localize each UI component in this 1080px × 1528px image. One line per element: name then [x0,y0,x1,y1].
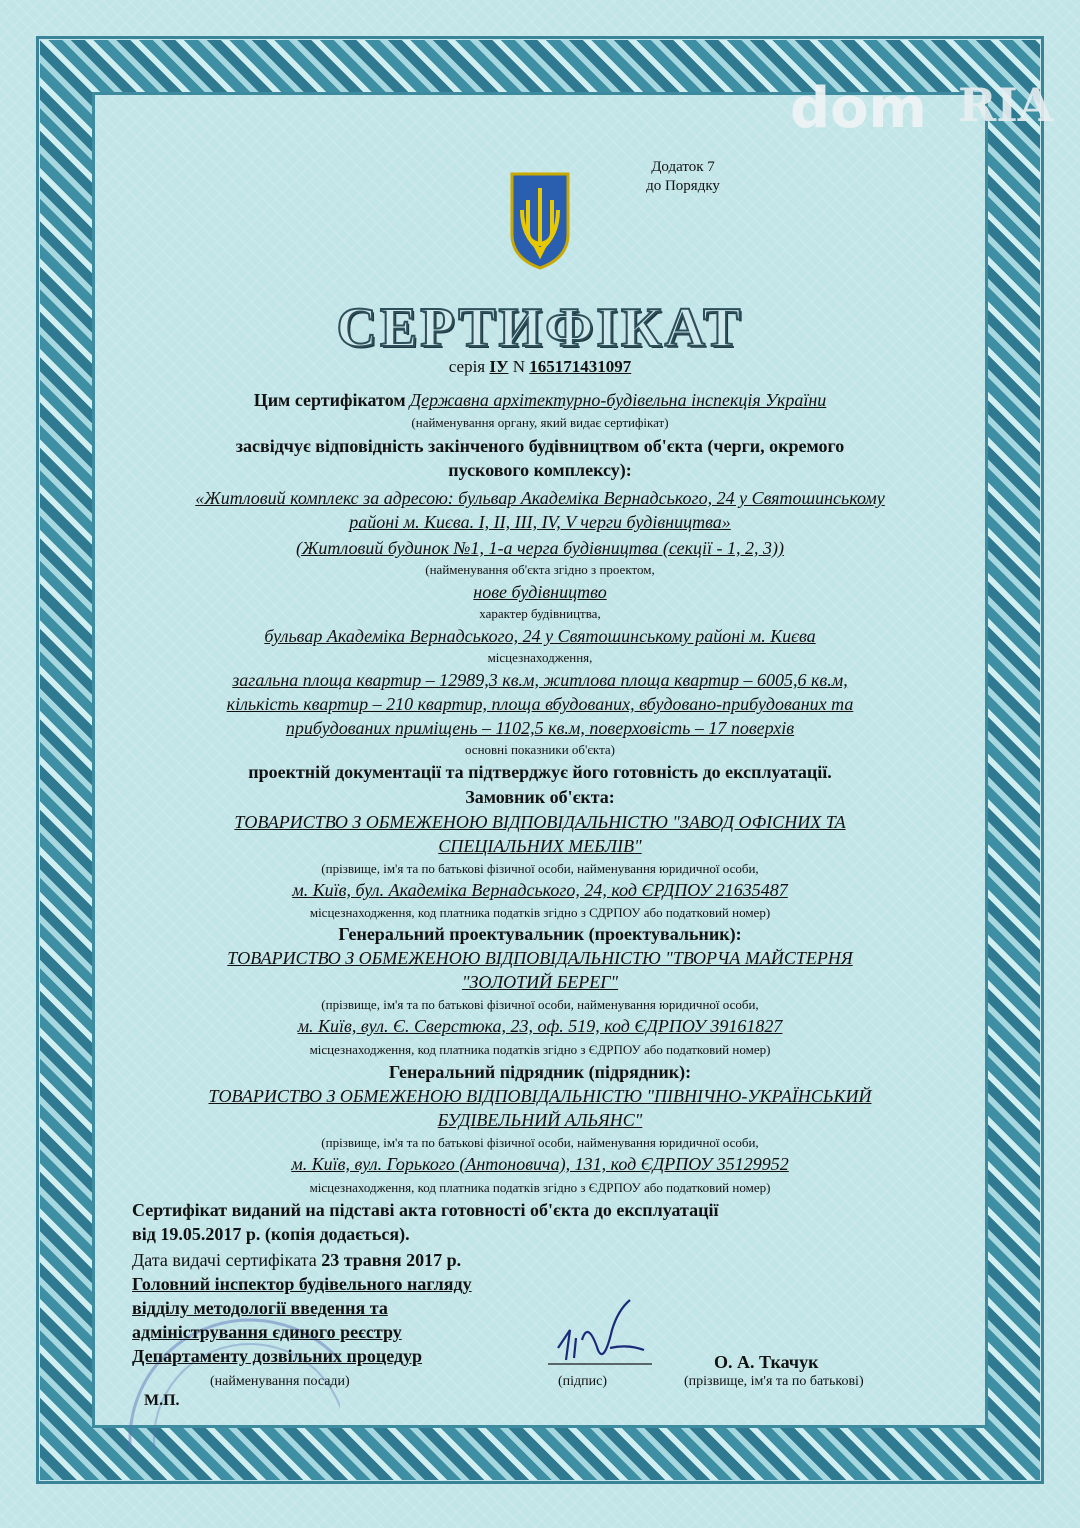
position-line1: Головний інспектор будівельного нагляду [132,1274,472,1294]
construction-caption: характер будівництва, [479,606,601,621]
customer-heading: Замовник об'єкта: [465,787,615,807]
contractor-caption2: місцезнаходження, код платника податків згідно з ЄДРПОУ або податковий номер) [309,1180,771,1195]
position-line3: адміністрування єдиного реєстру [132,1322,402,1342]
addendum-line2: до Порядку [646,178,720,194]
designer-line2: "ЗОЛОТИЙ БЕРЕГ" [461,972,619,992]
issue-date-line [132,1250,461,1271]
contractor-address: м. Київ, вул. Горького (Антоновича), 131, код ЄДРПОУ 35129952 [291,1154,789,1174]
issuer-lead: Цим сертифікатом [253,390,406,410]
series-line [300,357,780,377]
designer-caption1: (прізвище, ім'я та по батькові фізичної особи, найменування юридичної особи, [321,997,759,1012]
position-caption: (найменування посади) [210,1374,350,1389]
addendum-line1: Додаток 7 [651,159,715,175]
position-line4: Департаменту дозвільних процедур [132,1346,423,1366]
object-caption: (найменування об'єкта згідно з проектом, [425,562,655,577]
customer-caption1: (прізвище, ім'я та по батькові фізичної особи, найменування юридичної особи, [321,861,759,876]
number-prefix: N [512,357,525,376]
signer-name: О. А. Ткачук [714,1352,819,1372]
addendum-note [628,158,738,196]
contractor-heading: Генеральний підрядник (підрядник): [388,1062,692,1082]
issue-date-label: Дата видачі сертифіката [132,1250,317,1270]
issue-date-value: 23 травня 2017 р. [321,1250,462,1270]
location-caption: місцезнаходження, [487,650,593,665]
watermark-dom: dom [790,76,927,141]
indicators-line2: кількість квартир – 210 квартир, площа вбудованих, вбудовано-прибудованих та [226,694,854,714]
indicators-line3: прибудованих приміщень – 1102,5 кв.м, поверховість – 17 поверхів [285,718,795,738]
customer-line2: СПЕЦІАЛЬНИХ МЕБЛІВ" [438,836,642,856]
object-line3: (Житловий будинок №1, 1-а черга будівництва (секції - 1, 2, 3)) [295,538,785,558]
contractor-line1: ТОВАРИСТВО З ОБМЕЖЕНОЮ ВІДПОВІДАЛЬНІСТЮ "ПІВНІЧНО-УКРАЇНСЬКИЙ [208,1086,872,1106]
handwritten-signature [540,1290,660,1380]
certifies-line2: пускового комплексу): [448,460,632,480]
signature-caption: (підпис) [558,1374,608,1389]
designer-caption2: місцезнаходження, код платника податків згідно з ЄДРПОУ або податковий номер) [309,1042,771,1057]
position-line2: відділу методології введення та [132,1298,388,1318]
basis-line1: Сертифікат виданий на підставі акта готовності об'єкта до експлуатації [132,1200,719,1220]
customer-caption2: місцезнаходження, код платника податків згідно з СДРПОУ або податковий номер) [309,905,771,920]
coat-of-arms-icon [506,170,574,270]
designer-line1: ТОВАРИСТВО З ОБМЕЖЕНОЮ ВІДПОВІДАЛЬНІСТЮ "ТВОРЧА МАЙСТЕРНЯ [227,948,853,968]
certificate-title: СЕРТИФІКАТ [336,297,744,359]
designer-address: м. Київ, вул. Є. Сверстюка, 23, оф. 519, код ЄДРПОУ 39161827 [297,1016,783,1036]
issuer-line [120,390,960,411]
customer-line1: ТОВАРИСТВО З ОБМЕЖЕНОЮ ВІДПОВІДАЛЬНІСТЮ "ЗАВОД ОФІСНИХ ТА [234,812,846,832]
contractor-line2: БУДІВЕЛЬНИЙ АЛЬЯНС" [437,1110,643,1130]
object-line1: «Житловий комплекс за адресою: бульвар Академіка Вернадського, 24 у Святошинському [195,488,885,508]
series-prefix: серія [448,357,486,376]
conformity-statement: проектній документації та підтверджує його готовність до експлуатації. [248,762,832,782]
series-value: ІУ [489,357,509,376]
location-value: бульвар Академіка Вернадського, 24 у Святошинському районі м. Києва [264,626,816,646]
construction-type: нове будівництво [473,582,607,602]
certifies-line1: засвідчує відповідність закінченого будівництвом об'єкта (черги, окремого [235,436,845,456]
watermark-ria: RIA [958,78,1054,132]
indicators-line1: загальна площа квартир – 12989,3 кв.м, житлова площа квартир – 6005,6 кв.м, [232,670,848,690]
object-line2: районі м. Києва. I, II, III, IV, V черги будівництва» [349,512,731,532]
contractor-caption1: (прізвище, ім'я та по батькові фізичної особи, найменування юридичної особи, [321,1135,759,1150]
designer-heading: Генеральний проектувальник (проектувальник): [338,924,742,944]
seal-label: М.П. [144,1392,180,1409]
customer-address: м. Київ, бул. Академіка Вернадського, 24, код ЄРДПОУ 21635487 [292,880,788,900]
indicators-caption: основні показники об'єкта) [464,742,616,757]
issuer-caption: (найменування органу, який видає сертифікат) [411,415,669,430]
signer-caption: (прізвище, ім'я та по батькові) [684,1374,864,1389]
number-value: 165171431097 [529,357,632,376]
issuer-name: Державна архітектурно-будівельна інспекція України [409,390,827,410]
basis-line2: від 19.05.2017 р. (копія додається). [132,1224,410,1244]
